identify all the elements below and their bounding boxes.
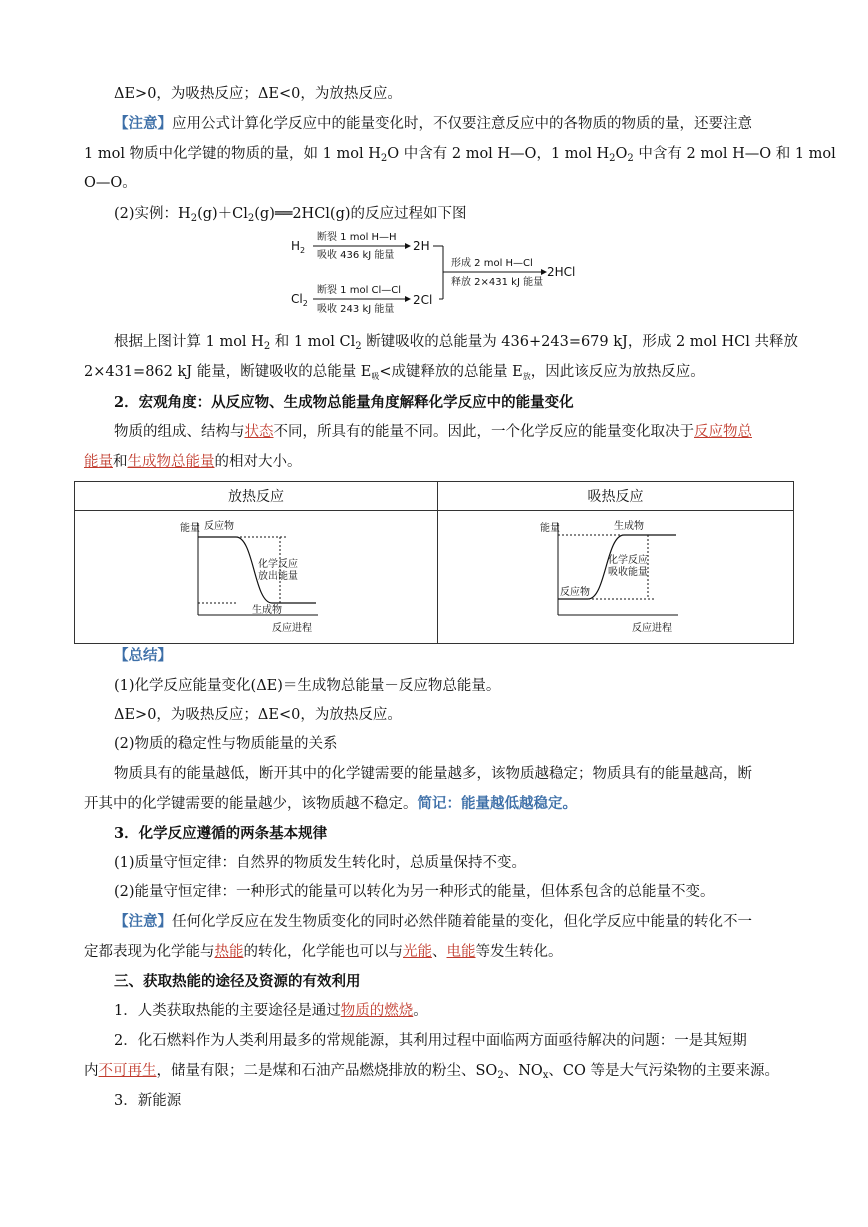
summary-line-1: (1)化学反应能量变化(ΔE)＝生成物总能量－反应物总能量。: [114, 678, 501, 694]
text: 。: [413, 1003, 428, 1019]
keyword-combustion: 物质的燃烧: [340, 1003, 414, 1019]
keyword-heat: 热能: [214, 944, 244, 960]
text: (2)实例：H: [114, 206, 191, 222]
text: 1．人类获取热能的主要途径是通过: [114, 1003, 341, 1019]
text: 和 1 mol Cl: [270, 334, 356, 350]
release-label: 释放 2×431 kJ 能量: [451, 277, 544, 288]
two-h-label: 2H: [413, 239, 430, 253]
release-energy-label: 放出能量: [258, 571, 298, 582]
keyword-reactant-energy: 能量: [84, 454, 113, 470]
x-axis-label: 反应进程: [631, 623, 672, 634]
example-line: (2)实例：$H_2(g)+Cl_2(g)══2HCl(g)$的反应过程如下图: [114, 206, 467, 224]
text: 任何化学反应在发生物质变化的同时必然伴随着能量的变化，但化学反应中能量的转化不一: [172, 914, 752, 930]
text: (g)══2HCl(g)的反应过程如下图: [254, 206, 467, 222]
text: O 中含有 2 mol H—O，1 mol H: [387, 146, 610, 162]
part-3-item-2-line-1: 2．化石燃料作为人类利用最多的常规能源，其利用过程中面临两方面亟待解决的问题：一是其短期: [114, 1033, 747, 1049]
h2-label: $H_2$: [291, 239, 306, 255]
text: 和: [113, 454, 128, 470]
keyword-nonrenewable: 不可再生: [98, 1063, 157, 1079]
subscript: 吸: [371, 372, 380, 381]
reaction-label: 化学反应: [607, 555, 648, 566]
text: 1 mol 物质中化学键的物质的量，如 1 mol H: [84, 146, 381, 162]
section-3-line-1: (1)质量守恒定律：自然界的物质发生转化时，总质量保持不变。: [114, 855, 527, 871]
section-3-title: 3．化学反应遵循的两条基本规律: [114, 825, 328, 842]
summary-tag: 【总结】: [114, 647, 172, 664]
note-tag: 【注意】: [114, 913, 172, 930]
reactant-label: 反应物: [204, 521, 234, 532]
y-axis-label: 能量: [539, 523, 560, 534]
text: 断键吸收的总能量为 436+243=679 kJ，形成 2 mol HCl 共释放: [361, 334, 799, 350]
section-2-paragraph: [114, 422, 814, 442]
column-header-exothermic: 放热反应: [75, 482, 438, 511]
text: 物质的组成、结构与: [114, 424, 245, 440]
exothermic-energy-graph: [176, 515, 336, 635]
product-label: 生成物: [613, 521, 644, 532]
summary-line-3: (2)物质的稳定性与物质能量的关系: [114, 736, 338, 752]
part-3-title: 三、获取热能的途径及资源的有效利用: [114, 973, 361, 990]
reaction-scheme-diagram: [285, 228, 595, 324]
text: 等发生转化。: [475, 944, 563, 960]
subscript: x: [542, 1070, 549, 1081]
paragraph-delta-e: [114, 84, 814, 104]
text: 、NO: [503, 1063, 543, 1079]
text: 不同，所具有的能量不同。因此，一个化学反应的能量变化取决于: [273, 424, 694, 440]
product-label: 生成物: [252, 605, 282, 616]
text: ΔE<0，为放热反应。: [257, 86, 402, 102]
calc-line-2: [84, 362, 784, 382]
section-2-title: 2．宏观角度：从反应物、生成物总能量角度解释化学反应中的能量变化: [114, 394, 574, 411]
keyword-reactant-energy: 反应物总: [694, 424, 752, 440]
subscript: 2: [497, 1070, 504, 1081]
section-2-paragraph-2: [84, 452, 784, 472]
text: 定都表现为化学能与: [84, 944, 215, 960]
break-clcl-label: 断裂 1 mol Cl—Cl: [317, 285, 402, 296]
highlight-mnemonic: 简记：能量越低越稳定。: [417, 795, 577, 812]
two-cl-label: 2Cl: [413, 293, 433, 307]
text: 内: [84, 1063, 99, 1079]
text: ，因此该反应为放热反应。: [530, 364, 705, 380]
arrowhead-icon: [405, 296, 411, 302]
part-3-item-1: [114, 1001, 814, 1021]
break-hh-label: 断裂 1 mol H—H: [317, 232, 397, 243]
exothermic-graph-cell: [75, 511, 438, 644]
text: 根据上图计算 1 mol H: [114, 334, 264, 350]
section-3-note-line-2: [84, 942, 784, 962]
keyword-state: 状态: [244, 424, 274, 440]
text: 应用公式计算化学反应中的能量变化时，不仅要注意反应中的各物质的物质的量，还要注意: [172, 116, 752, 132]
text: 的转化，化学能也可以与: [243, 944, 403, 960]
text: (g)＋Cl: [197, 206, 248, 222]
energy-comparison-table: [74, 481, 794, 644]
keyword-product-energy: 生成物总能量: [127, 454, 215, 470]
text: 、: [432, 944, 447, 960]
summary-line-2: ΔE>0，为吸热反应；ΔE<0，为放热反应。: [114, 707, 402, 723]
text: O: [615, 146, 628, 162]
text: 的相对大小。: [214, 454, 302, 470]
text: 中含有 2 mol H—O 和 1 mol: [633, 146, 836, 162]
part-3-item-3: 3．新能源: [114, 1093, 182, 1109]
text: 2×431=862 kJ 能量，断键吸收的总能量 E: [84, 364, 372, 380]
keyword-light: 光能: [403, 944, 432, 960]
arrowhead-icon: [405, 243, 411, 249]
calc-line-1: 根据上图计算 1 mol $H_2$ 和 1 mol $Cl_2$ 断键吸收的总能量为 436+243=679 kJ，形成 2 mol HCl 共释放: [114, 334, 799, 352]
subscript: 放: [522, 372, 531, 381]
x-axis-label: 反应进程: [272, 623, 312, 634]
y-axis-label: 能量: [180, 523, 200, 534]
note-paragraph: [114, 114, 814, 134]
text: 、CO 等是大气污染物的主要来源。: [548, 1063, 780, 1079]
cl2-label: $Cl_2$: [291, 292, 308, 308]
absorb-436-label: 吸收 436 kJ 能量: [317, 250, 395, 261]
text: O—O。: [84, 175, 137, 191]
summary-tag-line: [114, 646, 814, 666]
note-tag: 【注意】: [114, 115, 172, 132]
column-header-endothermic: 吸热反应: [438, 482, 794, 511]
note-line-3: [84, 173, 784, 193]
reactant-label: 反应物: [559, 587, 590, 598]
text: ΔE>0，为吸热反应；: [114, 86, 258, 102]
reaction-label: 化学反应: [258, 559, 298, 570]
text: <成键释放的总能量 E: [379, 364, 523, 380]
keyword-electric: 电能: [446, 944, 476, 960]
note-line-2: 1 mol 物质中化学键的物质的量，如 1 mol $H_2O$ 中含有 2 mol H—O，1 mol $H_2O_2$ 中含有 2 mol H—O 和 1 mol: [84, 146, 836, 164]
absorb-243-label: 吸收 243 kJ 能量: [317, 304, 395, 315]
absorb-energy-label: 吸收能量: [607, 567, 648, 578]
energy-curve: [198, 537, 316, 603]
section-3-line-2: (2)能量守恒定律：一种形式的能量可以转化为另一种形式的能量，但体系包含的总能量不变。: [114, 884, 715, 900]
form-hcl-label: 形成 2 mol H—Cl: [451, 258, 533, 269]
endothermic-graph-cell: [438, 511, 794, 644]
endothermic-energy-graph: [536, 515, 696, 635]
part-3-item-2-line-2: [84, 1061, 784, 1081]
text: 开其中的化学键需要的能量越少，该物质越不稳定。: [84, 796, 418, 812]
section-3-note-line-1: [114, 912, 814, 932]
summary-line-4: 物质具有的能量越低，断开其中的化学键需要的能量越多，该物质越稳定；物质具有的能量越高，断: [114, 766, 752, 782]
summary-line-5: [84, 794, 784, 814]
text: ，储量有限；二是煤和石油产品燃烧排放的粉尘、SO: [156, 1063, 498, 1079]
product-hcl-label: 2HCl: [547, 265, 576, 279]
